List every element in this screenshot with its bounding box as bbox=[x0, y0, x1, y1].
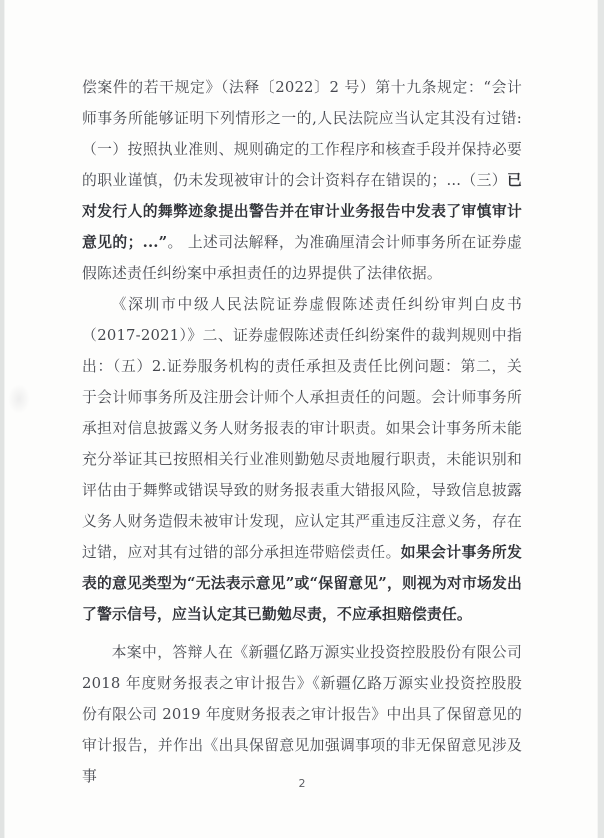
text-run: 如果会计事务所发表的意见类型为“无法表示意见”或“保留意见”，则视为对市场发出了警示信号，应当认定其已勤勉尽责，不应承担赔偿责任。 bbox=[82, 544, 522, 623]
text-run: 。 上述司法解释，为准确厘清会计师事务所在证券虚假陈述责任纠纷案中承担责任的边界提供了法律依据。 bbox=[82, 234, 522, 282]
paragraph bbox=[82, 72, 522, 289]
scan-smudge bbox=[8, 384, 30, 414]
paragraph bbox=[82, 289, 522, 630]
paragraph bbox=[82, 637, 522, 792]
document-body bbox=[82, 72, 522, 792]
page-number: 2 bbox=[298, 777, 306, 790]
text-run: 本案中，答辩人在《新疆亿路万源实业投资控股股份有限公司 2018 年度财务报表之审计报告》《新疆亿路万源实业投资控股股份有限公司 2019 年度财务报表之审计报告》中出具了保留意见的审计报告，并作出《出具保留意见加强调事项的非无保留意见涉及事 bbox=[82, 644, 522, 785]
text-run: 已对发行人的舞弊迹象提出警告并在审计业务报告中发表了审慎审计意见的；...” bbox=[82, 172, 522, 251]
text-run: 《深圳市中级人民法院证券虚假陈述责任纠纷审判白皮书（2017-2021）》二、证券虚假陈述责任纠纷案件的裁判规则中指出：（五）2.证券服务机构的责任承担及责任比例问题：第二，关于会计师事务所及注册会计师个人承担责任的问题。会计师事务所承担对信息披露义务人财务报表的审计职责。如果会计事务所未能充分举证其已按照相关行业准则勤勉尽责地履行职责，未能识别和评估由于舞弊或错误导致的财务报表重大错报风险，导致信息披露义务人财务造假未被审计发现，应认定其严重违反注意义务，存在过错，应对其有过错的部分承担连带赔偿责任。 bbox=[82, 296, 522, 561]
scan-edge-left bbox=[0, 0, 5, 838]
scan-edge-right bbox=[597, 0, 604, 838]
text-run: 偿案件的若干规定》（法释〔2022〕2 号）第十九条规定：“会计师事务所能够证明下列情形之一的,人民法院应当认定其没有过错:（一）按照执业准则、规则确定的工作程序和核查手段并保持必要的职业谨慎，仍未发现被审计的会计资料存在错误的；...（三） bbox=[82, 79, 522, 189]
